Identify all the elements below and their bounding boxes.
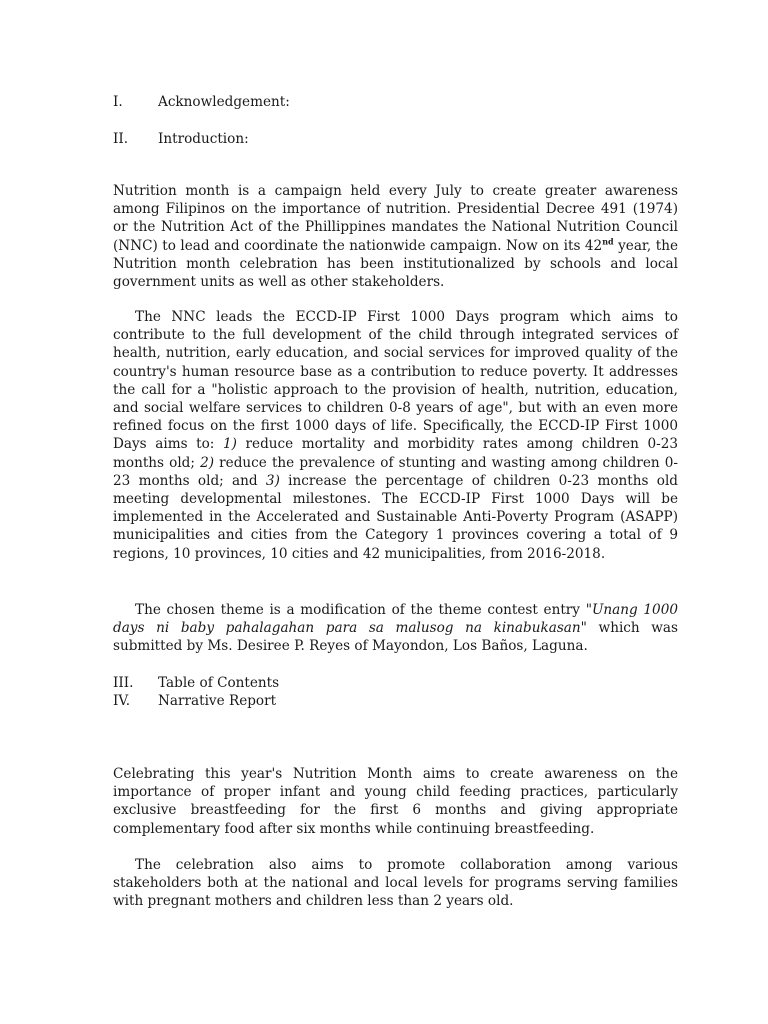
heading-label: Narrative Report xyxy=(158,693,277,709)
aim-number-3: 3) xyxy=(265,472,280,489)
heading-number: III. xyxy=(113,675,134,691)
heading-label: Acknowledgement: xyxy=(158,94,290,110)
heading-acknowledgement xyxy=(113,93,290,111)
intro-p1-text-b: year, the Nutrition month celebration has been institutionalized by schools and local government units as well as other stakeholders. xyxy=(113,237,678,291)
aim-number-2: 2) xyxy=(200,454,215,471)
theme-quote: "Unang 1000 days ni baby pahalagahan para sa malusog na kinabukasan" xyxy=(113,602,678,637)
intro-p3-text-a: The chosen theme is a modification of the theme contest entry xyxy=(135,602,586,618)
intro-paragraph-1 xyxy=(113,182,678,291)
ordinal-superscript: nd xyxy=(602,236,614,247)
heading-number: IV. xyxy=(113,693,131,709)
intro-p1-text-a: Nutrition month is a campaign held every July to create greater awareness among Filipinos on the importance of nutrition. Presidential Decree 491 (1974) or the Nutrition Act of the Phillippines mandates the National Nutrition Council (NNC) to lead and coordinate the nationwide campaign. Now on its 42 xyxy=(113,183,678,254)
heading-introduction xyxy=(113,130,249,148)
heading-label: Table of Contents xyxy=(158,675,280,691)
intro-p2-text-2: reduce mortality and morbidity rates among children 0-23 months old; xyxy=(113,436,678,471)
intro-paragraph-3 xyxy=(113,601,678,656)
intro-p2-text-4: increase the percentage of children 0-23 months old meeting developmental milestones. The ECCD-IP First 1000 Days will be implemented in the Accelerated and Sustainable Anti-Poverty Program (ASAPP) municipalities and cities from the Category 1 provinces covering a total of 9 regions, 10 provinces, 10 cities and 42 municipalities, from 2016-2018. xyxy=(113,472,679,562)
heading-table-of-contents xyxy=(113,674,279,692)
narrative-paragraph-2: The celebration also aims to promote collaboration among various stakeholders both at the national and local levels for programs serving families with pregnant mothers and children less than 2 years old. xyxy=(113,857,678,910)
heading-label: Introduction: xyxy=(158,131,249,147)
intro-p2-text-1: The NNC leads the ECCD-IP First 1000 Days program which aims to contribute to the full development of the child through integrated services of health, nutrition, early education, and social services for improved quality of the country's human resource base as a contribution to reduce poverty. It addresses the call for a "holistic approach to the provision of health, nutrition, education, and social welfare services to children 0-8 years of age", but with an even more refined focus on the first 1000 days of life. Specifically, the ECCD-IP First 1000 Days aims to: xyxy=(113,309,678,453)
intro-p3-text-b: which was submitted by Ms. Desiree P. Reyes of Mayondon, Los Baños, Laguna. xyxy=(113,620,679,655)
heading-narrative-report xyxy=(113,692,276,710)
intro-paragraph-2 xyxy=(113,308,678,563)
aim-number-1: 1) xyxy=(222,436,237,453)
intro-p2-text-3: reduce the prevalence of stunting and wasting among children 0-23 months old; and xyxy=(113,454,678,489)
narrative-paragraph-1: Celebrating this year's Nutrition Month aims to create awareness on the importance of proper infant and young child feeding practices, particularly exclusive breastfeeding for the first 6 months and giving appropriate complementary food after six months while continuing breastfeeding. xyxy=(113,766,678,837)
heading-number: I. xyxy=(113,94,123,110)
heading-number: II. xyxy=(113,131,129,147)
